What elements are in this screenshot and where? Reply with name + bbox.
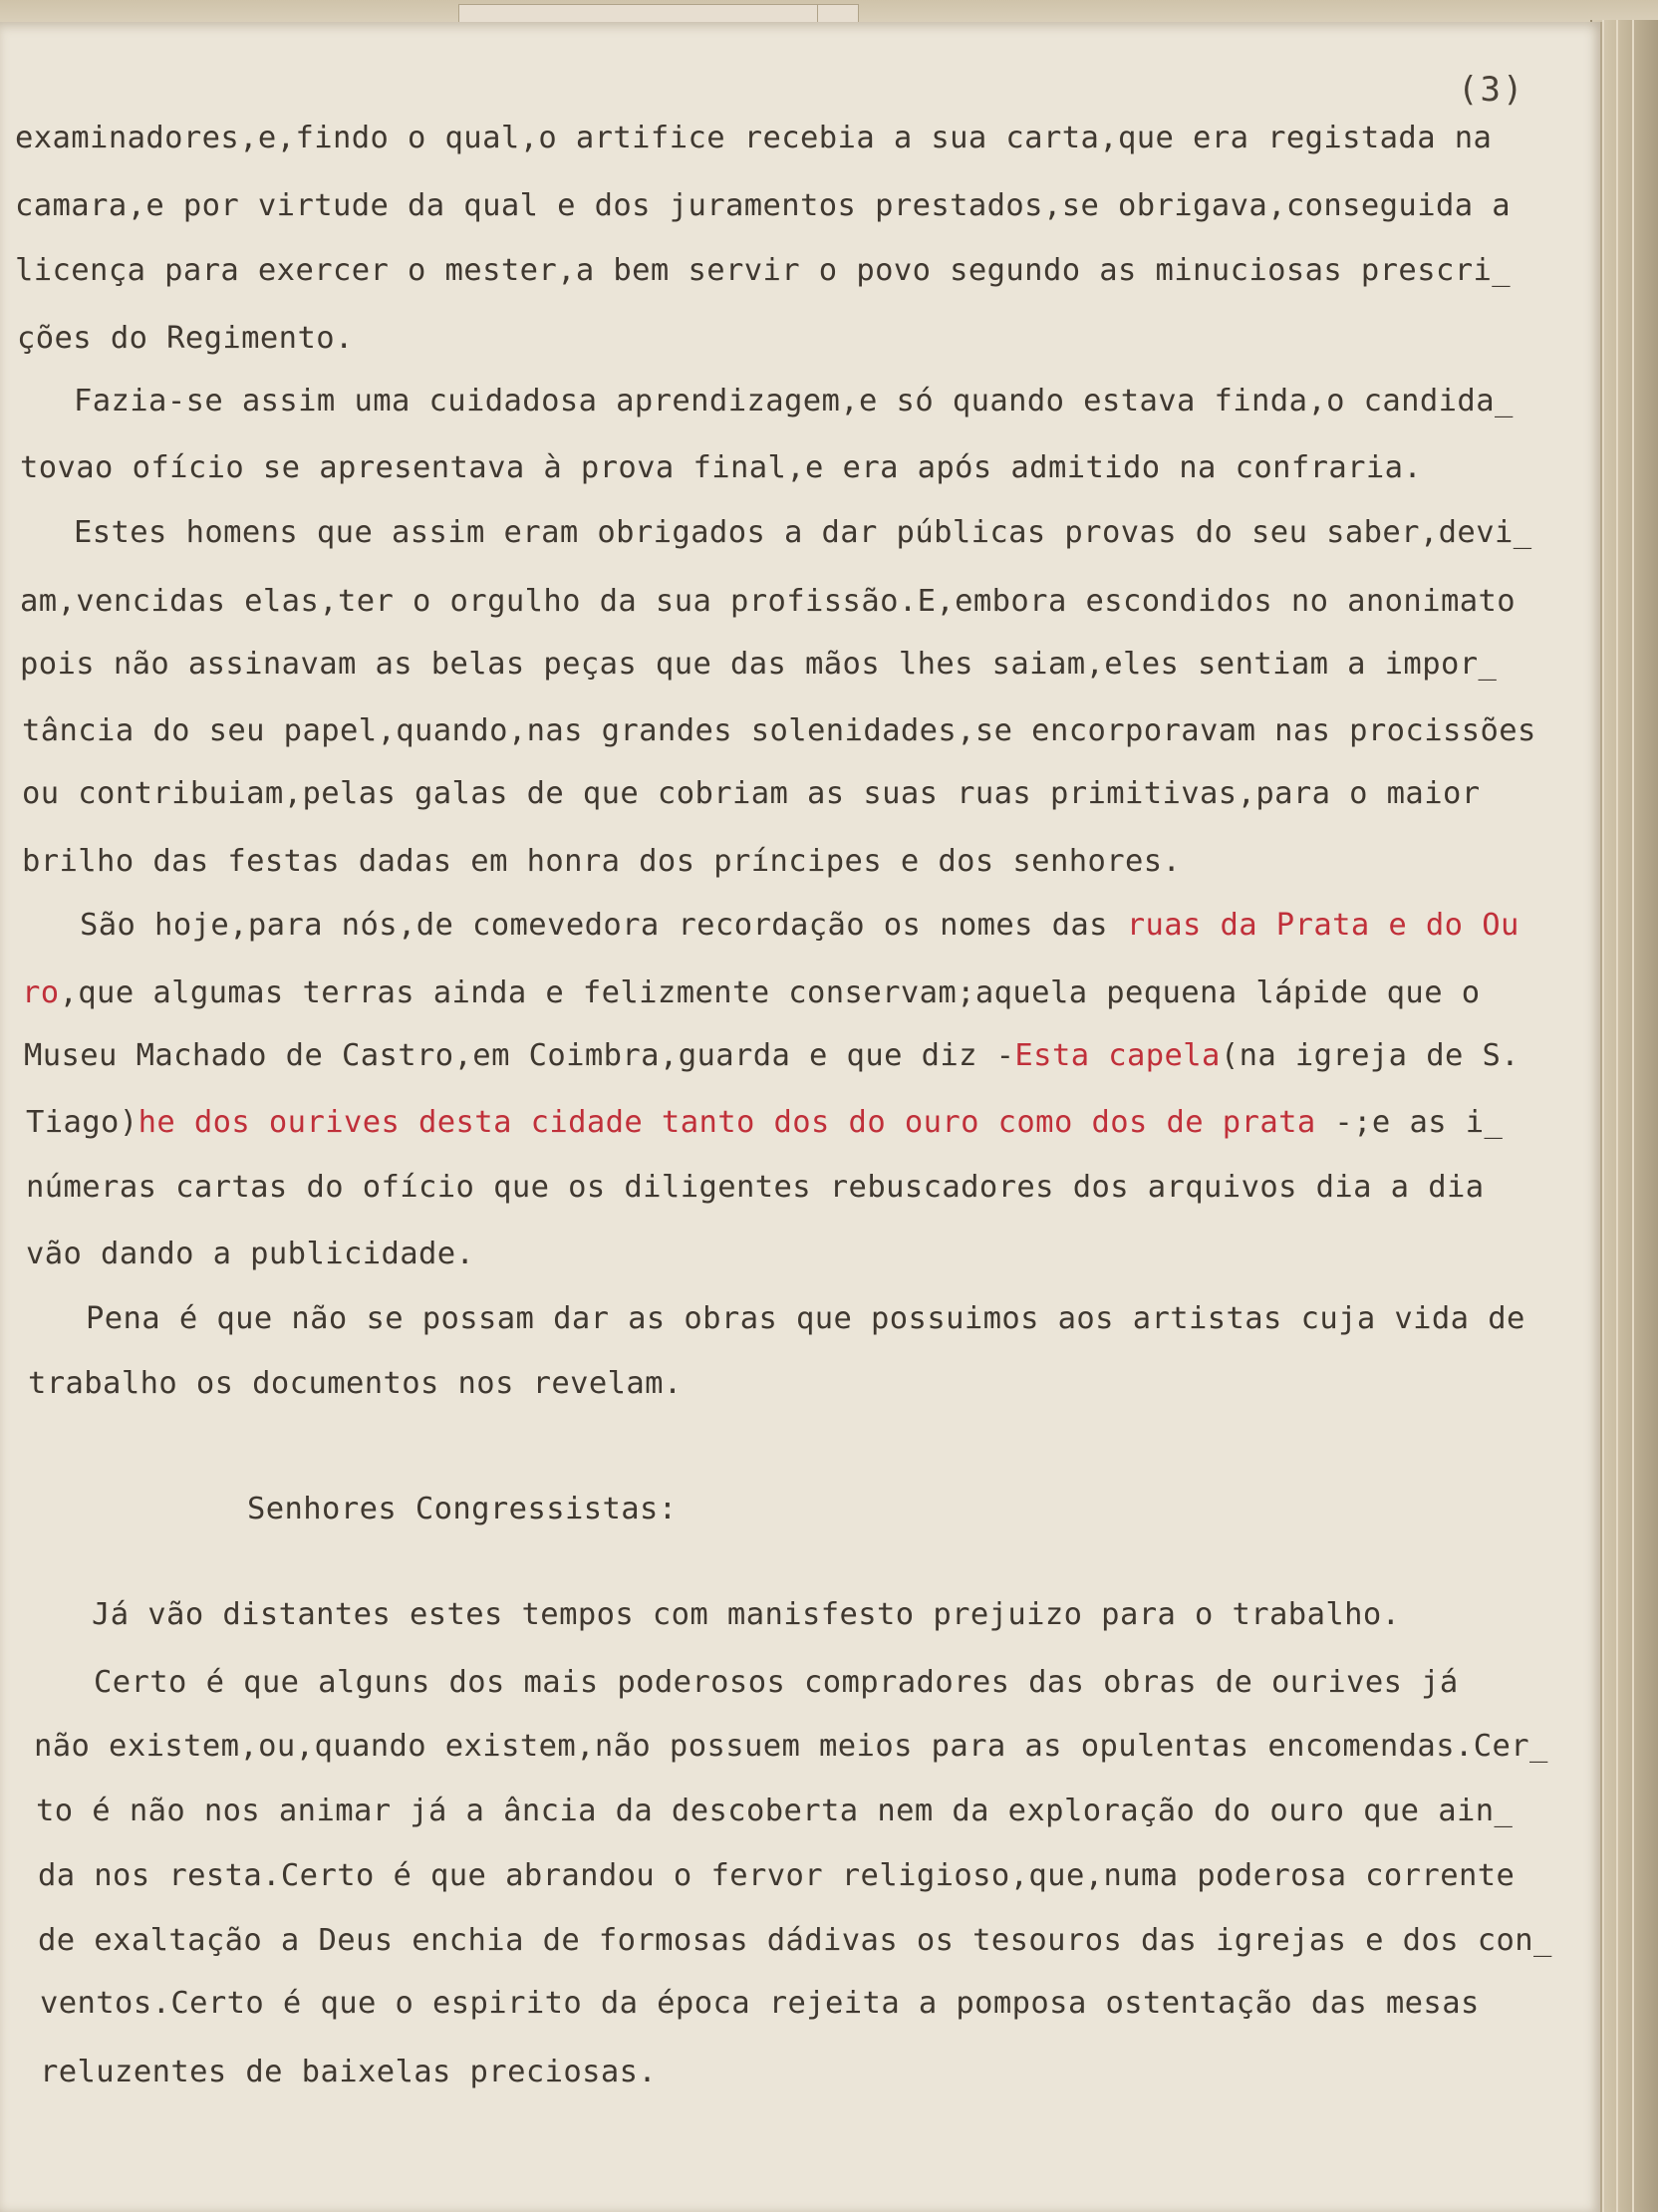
text-segment: São hoje,para nós,de comevedora recordação os nomes das [80,908,1127,943]
salutation: Senhores Congressistas: [247,1492,678,1526]
text-line: Pena é que não se possam dar as obras que possuimos aos artistas cuja vida de [86,1301,1525,1336]
highlighted-text: Esta capela [1014,1038,1221,1073]
text-line: brilho das festas dadas em honra dos príncipes e dos senhores. [22,844,1182,879]
text-line: da nos resta.Certo é que abrandou o fervor religioso,que,numa poderosa corrente [38,1858,1516,1893]
highlighted-text: he dos ourives desta cidade tanto dos do ouro como dos de prata [138,1105,1316,1140]
highlighted-text: ro [22,975,60,1010]
text-line: não existem,ou,quando existem,não possuem meios para as opulentas encomendas.Cer_ [34,1729,1548,1764]
text-line: tância do seu papel,quando,nas grandes solenidades,se encorporavam nas procissões [22,713,1536,748]
text-line: ções do Regimento. [17,321,354,356]
text-line: tovao ofício se apresentava à prova final,e era após admitido na confraria. [20,450,1423,485]
text-line: trabalho os documentos nos revelam. [28,1366,683,1401]
text-line: Fazia-se assim uma cuidadosa aprendizagem,e só quando estava finda,o candida_ [74,384,1514,418]
text-line: Certo é que alguns dos mais poderosos compradores das obras de ourives já [94,1665,1459,1700]
text-line: númeras cartas do ofício que os diligentes rebuscadores dos arquivos dia a dia [26,1170,1485,1205]
text-line [24,1038,1520,1073]
text-line: to é não nos animar já a ância da descoberta nem da exploração do ouro que ain_ [36,1794,1514,1828]
text-segment: Tiago) [26,1105,138,1140]
text-line: vão dando a publicidade. [26,1237,475,1271]
page-number: (3) [1458,70,1525,110]
text-line: Estes homens que assim eram obrigados a dar públicas provas do seu saber,devi_ [74,515,1532,550]
text-segment: Museu Machado de Castro,em Coimbra,guarda e que diz - [24,1038,1015,1073]
text-line: ou contribuiam,pelas galas de que cobriam as suas ruas primitivas,para o maior [22,776,1481,811]
text-segment: -;e as i_ [1315,1105,1504,1140]
text-line: licença para exercer o mester,a bem servir o povo segundo as minuciosas prescri_ [15,253,1512,288]
text-line: ventos.Certo é que o espirito da época rejeita a pomposa ostentação das mesas [40,1986,1480,2021]
highlighted-text: ruas da Prata e do Ou [1126,908,1520,943]
text-line [80,908,1520,943]
text-line: camara,e por virtude da qual e dos juramentos prestados,se obrigava,conseguida a [15,188,1512,223]
text-line: am,vencidas elas,ter o orgulho da sua profissão.E,embora escondidos no anonimato [20,584,1517,619]
text-segment: (na igreja de S. [1220,1038,1520,1073]
text-line [22,975,1481,1010]
text-line: pois não assinavam as belas peças que das mãos lhes saiam,eles sentiam a impor_ [20,647,1498,682]
text-line: Já vão distantes estes tempos com manisfesto prejuizo para o trabalho. [92,1597,1401,1632]
text-line: examinadores,e,findo o qual,o artifice recebia a sua carta,que era registada na [15,121,1493,155]
text-line: reluzentes de baixelas preciosas. [40,2055,658,2089]
text-line: de exaltação a Deus enchia de formosas dádivas os tesouros das igrejas e dos con_ [38,1923,1552,1958]
typed-page [0,22,1602,2212]
text-segment: ,que algumas terras ainda e felizmente conservam;aquela pequena lápide que o [59,975,1481,1010]
text-line [26,1105,1504,1140]
